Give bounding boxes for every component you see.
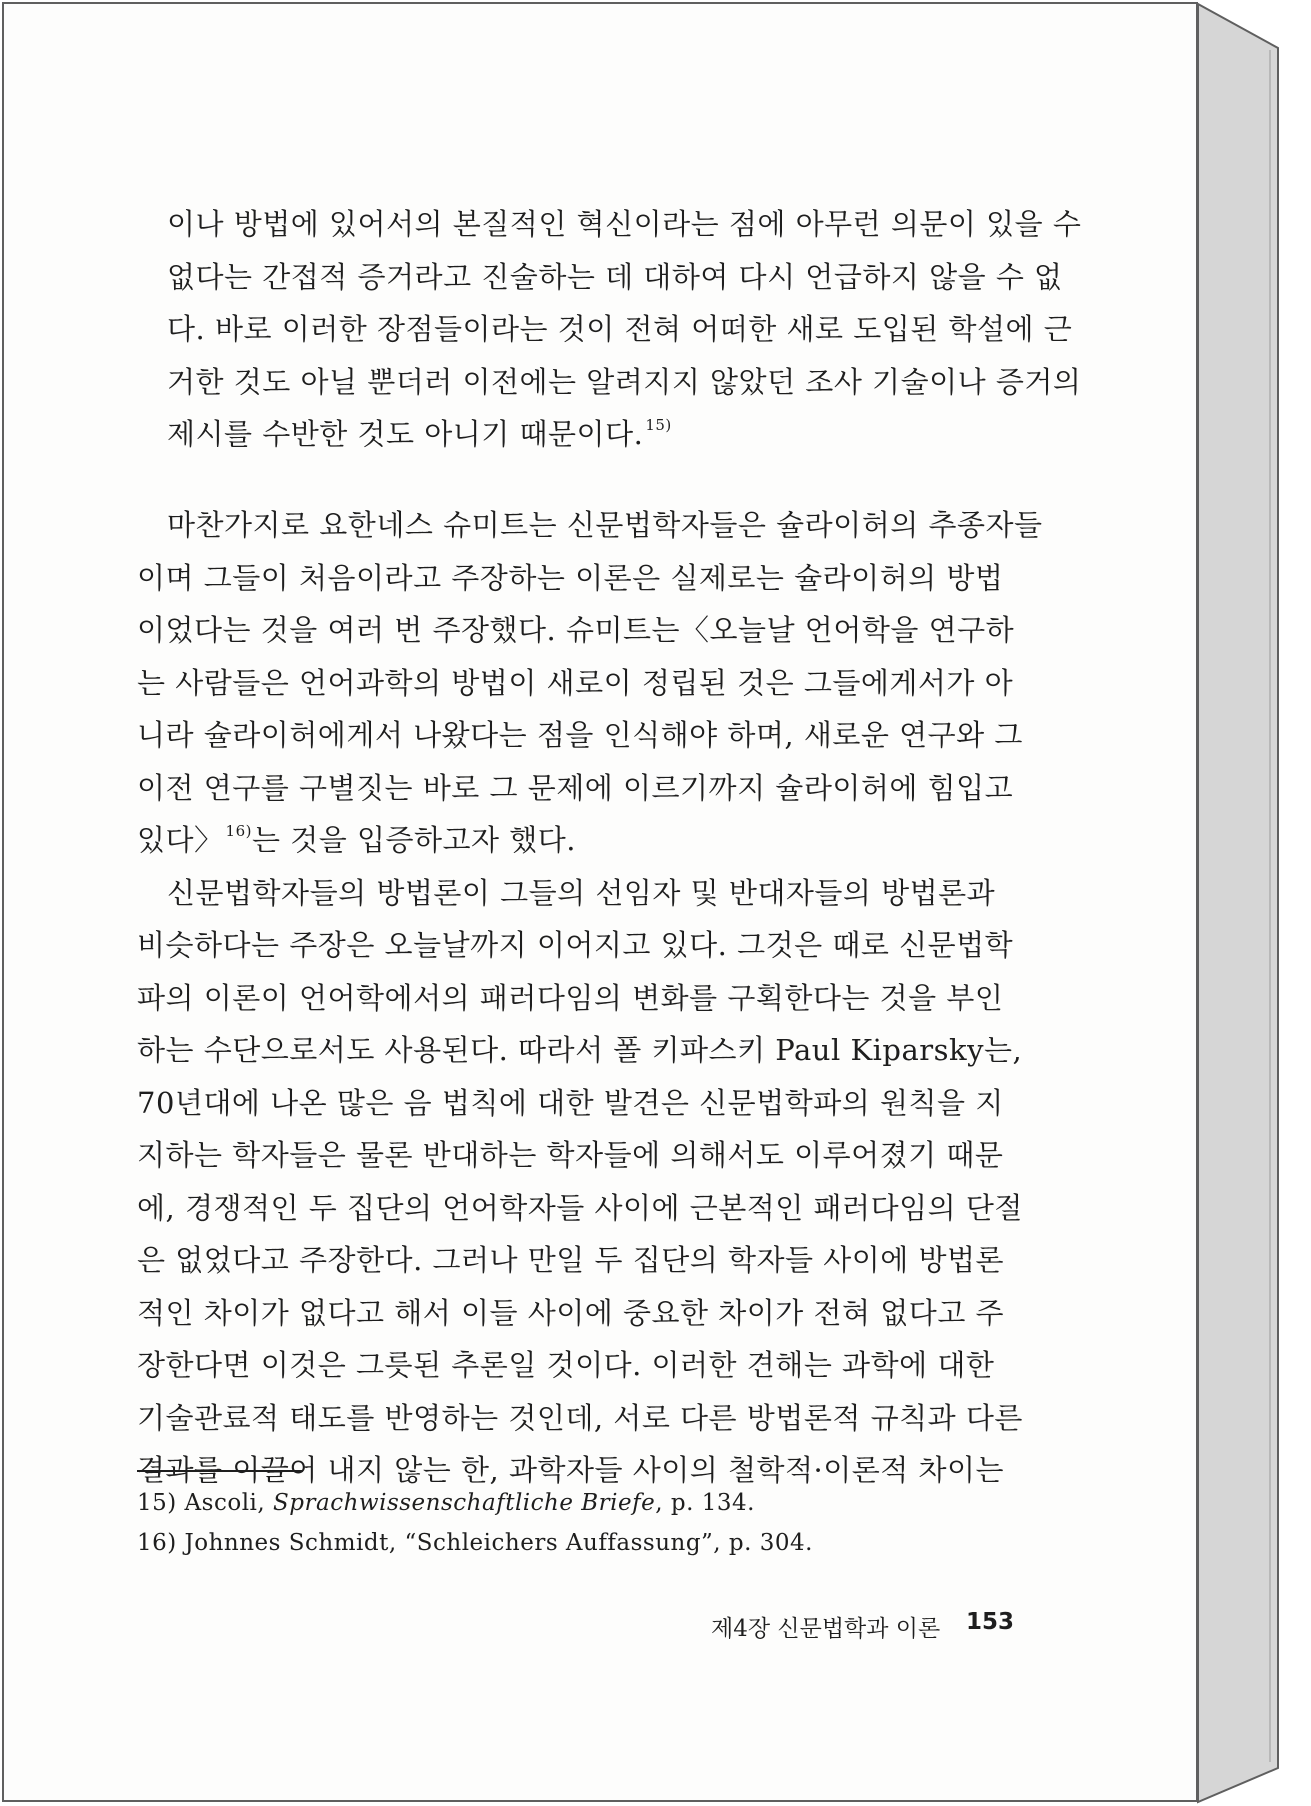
paragraph-line: 이전 연구를 구별짓는 바로 그 문제에 이르기까지 슐라이허에 힘입고	[137, 771, 1014, 805]
paragraph-line: 신문법학자들의 방법론이 그들의 선임자 및 반대자들의 방법론과	[167, 876, 996, 910]
quote-line: 거한 것도 아닐 뿐더러 이전에는 알려지지 않았던 조사 기술이나 증거의	[167, 365, 1082, 399]
quote-line: 다. 바로 이러한 장점들이라는 것이 전혀 어떠한 새로 도입된 학설에 근	[167, 312, 1073, 346]
footnote-text: , p. 134.	[655, 1490, 755, 1516]
quote-line-text: 제시를 수반한 것도 아니기 때문이다.	[167, 417, 644, 451]
quote-line: 없다는 간접적 증거라고 진술하는 데 대하여 다시 언급하지 않을 수 없	[167, 260, 1063, 294]
footnote-text: 15) Ascoli,	[137, 1490, 274, 1516]
footnote-ref-16[interactable]: 16)	[225, 822, 252, 840]
footnote-16	[137, 1530, 813, 1556]
paragraph-line: 마찬가지로 요한네스 슈미트는 신문법학자들은 슐라이허의 추종자들	[167, 508, 1043, 542]
paragraph-line: 결과를 이끌어 내지 않는 한, 과학자들 사이의 철학적·이론적 차이는	[137, 1453, 1005, 1487]
paragraph-line: 지하는 학자들은 물론 반대하는 학자들에 의해서도 이루어졌기 때문	[137, 1138, 1004, 1172]
footnote-separator	[137, 1470, 303, 1472]
footnote-15	[137, 1490, 755, 1516]
paragraph-text: 는 것을 입증하고자 했다.	[251, 823, 576, 857]
paragraph-text: 있다〉	[137, 823, 224, 857]
footnote-title: Sprachwissenschaftliche Briefe	[273, 1490, 656, 1516]
paragraph-line: 는 사람들은 언어과학의 방법이 새로이 정립된 것은 그들에게서가 아	[137, 666, 1014, 700]
paragraph-line: 은 없었다고 주장한다. 그러나 만일 두 집단의 학자들 사이에 방법론	[137, 1243, 1005, 1277]
paragraph-line-last	[137, 818, 576, 859]
page-number: 153	[966, 1609, 1015, 1635]
paragraph-line: 이었다는 것을 여러 번 주장했다. 슈미트는〈오늘날 언어학을 연구하	[137, 613, 1015, 647]
book-side-edge	[1198, 4, 1278, 1802]
footnote-ref-15[interactable]: 15)	[645, 416, 672, 434]
paragraph-line: 파의 이론이 언어학에서의 패러다임의 변화를 구획한다는 것을 부인	[137, 981, 1004, 1015]
quote-line: 이나 방법에 있어서의 본질적인 혁신이라는 점에 아무런 의문이 있을 수	[167, 207, 1082, 241]
paragraph-line: 장한다면 이것은 그릇된 추론일 것이다. 이러한 견해는 과학에 대한	[137, 1348, 995, 1382]
footnote-text: 16) Johnnes Schmidt, “Schleichers Auffassung”, p. 304.	[137, 1530, 813, 1556]
paragraph-line: 니라 슐라이허에게서 나왔다는 점을 인식해야 하며, 새로운 연구와 그	[137, 718, 1023, 752]
paragraph-line: 에, 경쟁적인 두 집단의 언어학자들 사이에 근본적인 패러다임의 단절	[137, 1191, 1023, 1225]
paragraph-line: 기술관료적 태도를 반영하는 것인데, 서로 다른 방법론적 규칙과 다른	[137, 1401, 1023, 1435]
running-head: 제4장 신문법학과 이론	[711, 1616, 941, 1642]
quote-line-last	[167, 412, 672, 453]
paragraph-line: 비슷하다는 주장은 오늘날까지 이어지고 있다. 그것은 때로 신문법학	[137, 928, 1014, 962]
paragraph-line: 하는 수단으로서도 사용된다. 따라서 폴 키파스키 Paul Kiparsky는,	[137, 1033, 1023, 1067]
paragraph-line: 이며 그들이 처음이라고 주장하는 이론은 실제로는 슐라이허의 방법	[137, 561, 1004, 595]
paragraph-line: 적인 차이가 없다고 해서 이들 사이에 중요한 차이가 전혀 없다고 주	[137, 1296, 1005, 1330]
paragraph-line: 70년대에 나온 많은 음 법칙에 대한 발견은 신문법학파의 원칙을 지	[137, 1086, 1004, 1120]
